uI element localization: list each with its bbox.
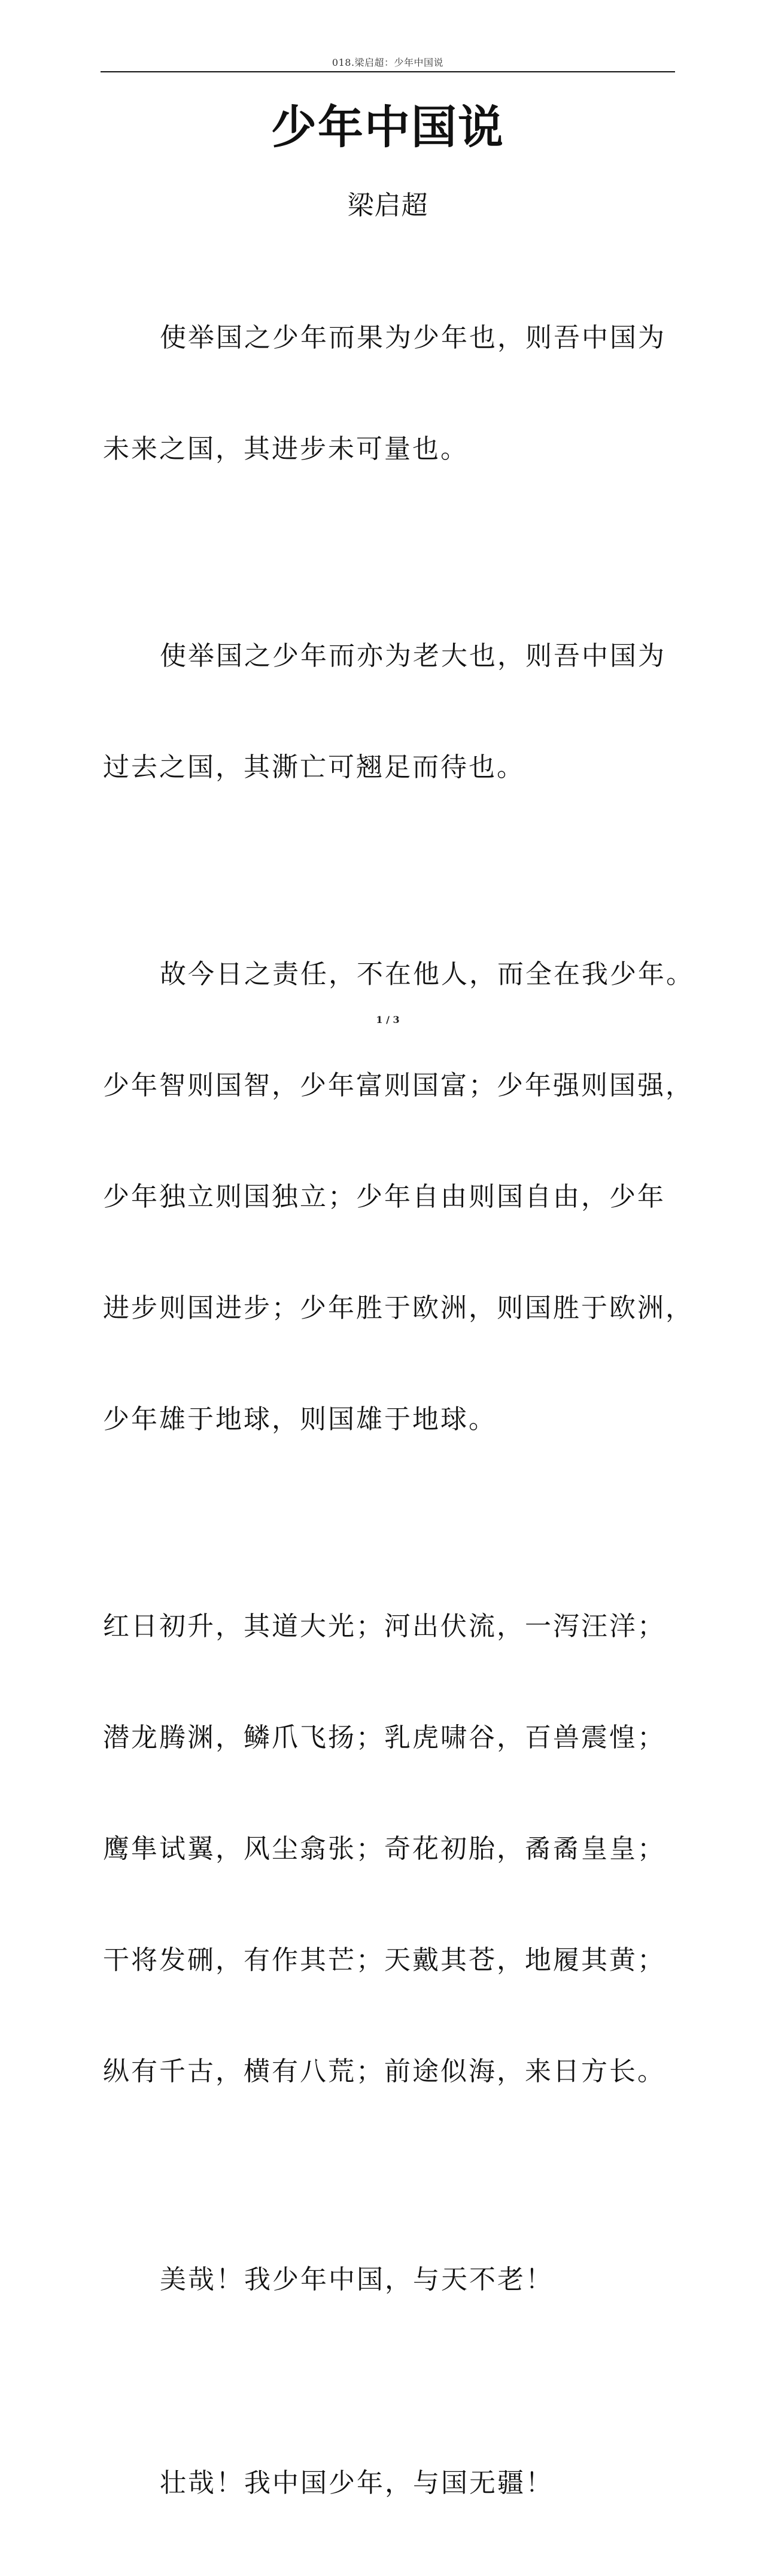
paragraph-line: 鹰隼试翼，风尘翕张；奇花初胎，矞矞皇皇； [103,1834,665,1864]
running-header: 018.梁启超：少年中国说 [332,57,444,68]
body-text [103,245,694,2576]
paragraph-line: 未来之国，其进步未可量也。 [103,434,469,464]
author-name: 梁启超 [347,190,428,221]
paragraph-1 [103,245,677,542]
paragraph-line: 干将发硎，有作其芒；天戴其苍，地履其黄； [103,1945,665,1975]
paragraph-line: 少年雄于地球，则国雄于地球。 [103,1404,497,1435]
document-title: 少年中国说 [271,101,504,154]
paragraph-line: 纵有千古，横有八荒；前途似海，来日方长。 [103,2056,665,2087]
paragraph-line: 少年智则国智，少年富则国富；少年强则国强， [103,1070,694,1101]
paragraph-line: 故今日之责任，不在他人，而全在我少年。 [160,959,694,989]
paragraph-line: 潜龙腾渊，鳞爪飞扬；乳虎啸谷，百兽震惶； [103,1722,665,1753]
paragraph-line: 美哉！我少年中国，与天不老！ [160,2264,554,2295]
header-rule [101,71,675,72]
paragraph-line: 使举国之少年而亦为老大也，则吾中国为 [160,641,666,671]
paragraph-5 [103,2187,677,2373]
paragraph-line: 过去之国，其澌亡可翘足而待也。 [103,752,525,782]
paragraph-line: 壮哉！我中国少年，与国无疆！ [160,2468,554,2498]
paragraph-3 [103,882,694,1512]
paragraph-2 [103,564,677,860]
paragraph-line: 红日初升，其道大光；河出伏流，一泻汪洋； [103,1611,665,1642]
paragraph-line: 进步则国进步；少年胜于欧洲，则国胜于欧洲， [103,1293,694,1323]
page-number: 1 / 3 [376,1014,400,1025]
paragraph-line: 使举国之少年而果为少年也，则吾中国为 [160,322,666,353]
paragraph-6 [103,2391,677,2576]
paragraph-line: 少年独立则国独立；少年自由则国自由，少年 [103,1182,665,1212]
paragraph-4 [103,1534,677,2164]
